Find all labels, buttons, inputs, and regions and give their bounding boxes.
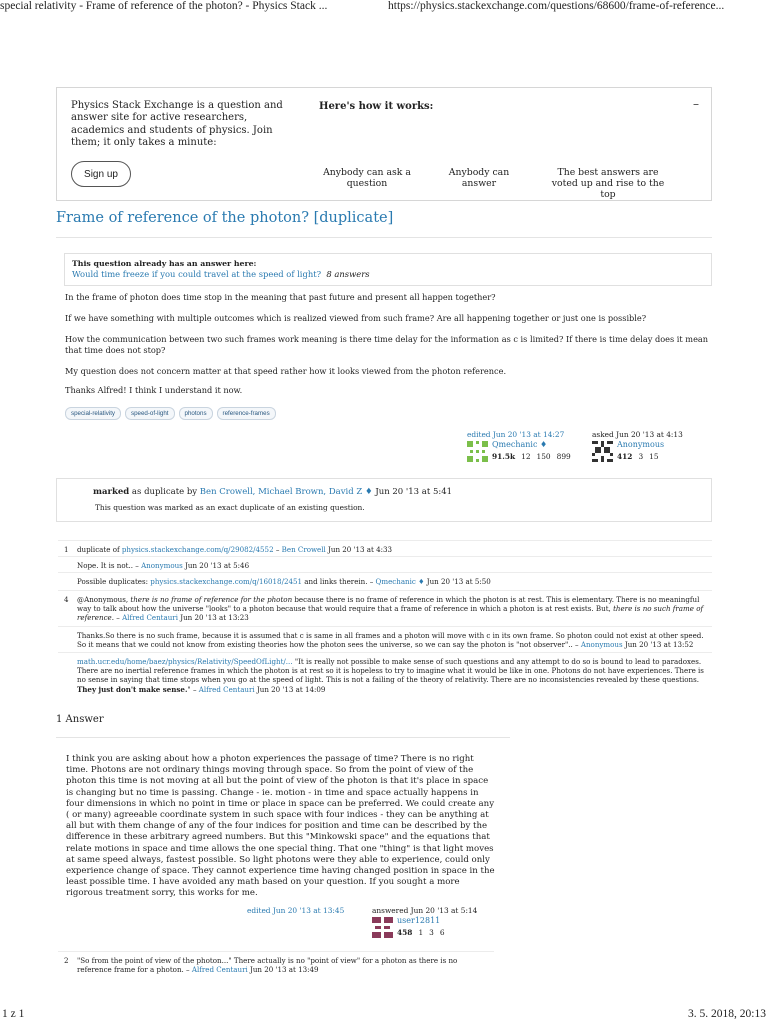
tag-special-relativity[interactable]: special-relativity (65, 407, 121, 420)
comment: 1 duplicate of physics.stackexchange.com/q/29082/4552 – Ben Crowell Jun 20 '13 at 4:33 (58, 540, 712, 556)
avatar[interactable] (372, 917, 393, 938)
question-paragraph: Thanks Alfred! I think I understand it now. (65, 385, 243, 395)
tag-reference-frames[interactable]: reference-frames (217, 407, 276, 420)
print-header (0, 0, 768, 14)
comment: Thanks.So there is no such frame, because it is assumed that c is same in all frames and a photon will move with c in its own frame. So photon could not exist at other speed. So it means that we could not know from existing theories how the photon sees the universe, so we can say the photon is "not observer".. – Anonymous Jun 20 '13 at 13:52 (58, 626, 712, 652)
editor-name[interactable]: Qmechanic ♦ (492, 440, 548, 449)
asker-name[interactable]: Anonymous (617, 440, 665, 449)
comment-link[interactable]: math.ucr.edu/home/baez/physics/Relativity/SpeedOfLight/... (77, 657, 293, 666)
comment-score: 1 (64, 545, 69, 554)
comment: math.ucr.edu/home/baez/physics/Relativity/SpeedOfLight/... "It is really not possible to make sense of such questions and any attempt to do so is bound to lead to paradoxes. There are no inertial reference frames in which the photon is at rest so it is hopeless to try to imagine what it would be like in one. Photons do not have experiences. There is no sense in saying that time stops when you go at the speed of light. This is not a failing of the theory of relativity. There are no inconsistencies revealed by these questions. They just don't make sense." – Alfred Centauri Jun 20 '13 at 14:09 (58, 652, 712, 696)
duplicate-notice (64, 253, 712, 286)
answer-author-card (372, 906, 494, 940)
print-footer (0, 1008, 768, 1024)
edited-link[interactable]: edited Jun 20 '13 at 13:45 (247, 906, 345, 915)
print-header-title: special relativity - Frame of reference of the photon? - Physics Stack ... (0, 0, 328, 12)
comment-score: 4 (64, 595, 69, 604)
asker-card (592, 430, 707, 464)
answer-body: I think you are asking about how a photon experiences the passage of time? There is no right time. Photons are not ordinary things moving through space. So from the point of view of the photon this time is not moving at all but the point of view of the photon is that it's place in space is changing but no time is passing. Change - ie. motion - in time and space actually happens in four dimensions in which no point in time or place in space can be preferred. We could create any ( or many) agreeable coordinate system in such space with four indices - they can be anything at all but with them change of any of the four indices for position and time can be described by the difference in these arbitrary agreed numbers. But this "Minkowski space" and the equations that relate motions in space and time allows the one special thing. That one "thing" is that light moves at same speed always, fastest possible. So light photons were they able to experience, could only experience change of space. They cannot experience time having changed position in space in the least possible time. I have avoided any math based on your question. If you sought a more rigorous treatment sorry, this works for me. (66, 754, 495, 899)
comment-link[interactable]: physics.stackexchange.com/q/29082/4552 (121, 545, 274, 554)
question-paragraph: In the frame of photon does time stop in the meaning that past future and present all happen together? (65, 292, 496, 302)
hero-description: Physics Stack Exchange is a question and answer site for active researchers, academics and students of physics. Join them; it only takes a minute: (71, 100, 283, 149)
answer-count-heading: 1 Answer (56, 714, 104, 725)
comment-user[interactable]: Qmechanic ♦ (375, 577, 425, 586)
hero-feature-vote: The best answers are voted up and rise to the top (551, 167, 665, 200)
comment-user[interactable]: Ben Crowell (281, 545, 326, 554)
comment-score: 2 (64, 956, 69, 965)
comment: 2 "So from the point of view of the photon..." There actually is no "point of view" for a photon as there is no reference frame for a photon. – Alfred Centauri Jun 20 '13 at 13:49 (58, 951, 494, 975)
asker-reputation: 412 3 15 (617, 452, 659, 461)
comment-user[interactable]: Alfred Centauri (122, 613, 178, 623)
avatar[interactable] (592, 441, 613, 462)
tag-speed-of-light[interactable]: speed-of-light (125, 407, 175, 420)
question-paragraph: My question does not concern matter at that speed rather how it looks viewed from the photon reference. (65, 366, 507, 376)
duplicate-notice-heading: This question already has an answer here: (72, 259, 257, 268)
avatar[interactable] (467, 441, 488, 462)
comment-user[interactable]: Anonymous (580, 640, 623, 650)
comment: Nope. It is not.. – Anonymous Jun 20 '13 at 5:46 (58, 556, 712, 572)
tag-list (65, 407, 276, 420)
answered-date: answered Jun 20 '13 at 5:14 (372, 906, 478, 915)
asked-date: asked Jun 20 '13 at 4:13 (592, 430, 683, 439)
edited-link[interactable]: edited Jun 20 '13 at 14:27 (467, 430, 565, 439)
comment: 4 @Anonymous, there is no frame of reference for the photon because there is no frame of reference in which the photon is at rest. This is elementary. There is no meaningful way to talk about how the universe "looks" to a photon because that would require that a frame of reference in which a photon is at rest exists. But, there is no such frame of reference. – Alfred Centauri Jun 20 '13 at 13:23 (58, 590, 712, 626)
duplicate-link[interactable]: Would time freeze if you could travel at the speed of light? (72, 269, 322, 279)
duplicate-answer-count: 8 answers (326, 269, 370, 279)
marked-duplicate-line: marked as duplicate by Ben Crowell, Michael Brown, David Z ♦ Jun 20 '13 at 5:41 (93, 487, 453, 497)
answer-author-name[interactable]: user12811 (397, 916, 441, 925)
divider (56, 737, 510, 738)
comment-user[interactable]: Alfred Centauri (198, 684, 255, 694)
comment-link[interactable]: physics.stackexchange.com/q/16018/2451 (150, 577, 303, 586)
tag-photons[interactable]: photons (179, 407, 213, 420)
print-datetime: 3. 5. 2018, 20:13 (688, 1008, 766, 1020)
print-page-number: 1 z 1 (2, 1008, 25, 1020)
marked-duplicate-note: This question was marked as an exact duplicate of an existing question. (95, 503, 365, 512)
question-paragraph: How the communication between two such frames work meaning is there time delay for the information as c is limited? If there is time delay does it mean that time does not stop? (65, 334, 709, 355)
editor-card (467, 430, 582, 464)
question-paragraph: If we have something with multiple outcomes which is realized viewed from such frame? Are all happening together or just one is possible? (65, 313, 647, 323)
signup-hero (56, 87, 712, 201)
print-header-url: https://physics.stackexchange.com/questions/68600/frame-of-reference... (388, 0, 725, 12)
editor-reputation: 91.5k 12 150 899 (492, 452, 571, 461)
signup-button[interactable]: Sign up (71, 161, 131, 187)
duplicate-notice-body (72, 269, 370, 279)
comment-user[interactable]: Anonymous (141, 561, 183, 570)
marked-duplicate-notice (56, 478, 712, 522)
comment-user[interactable]: Alfred Centauri (191, 965, 248, 975)
answer-author-reputation: 458 1 3 6 (397, 928, 445, 937)
question-title[interactable]: Frame of reference of the photon? [duplicate] (56, 210, 394, 226)
answer-editor-card (247, 906, 357, 918)
divider (56, 237, 712, 238)
hero-howto-title: Here's how it works: (319, 101, 434, 112)
closer-users-link[interactable]: Ben Crowell, Michael Brown, David Z ♦ (199, 487, 373, 497)
comment: Possible duplicates: physics.stackexchange.com/q/16018/2451 and links therein. – Qmechanic ♦ Jun 20 '13 at 5:50 (58, 572, 712, 588)
hero-feature-answer: Anybody can answer (448, 167, 510, 189)
hero-close-icon[interactable]: – (693, 97, 699, 111)
hero-feature-ask: Anybody can ask a question (323, 167, 411, 189)
